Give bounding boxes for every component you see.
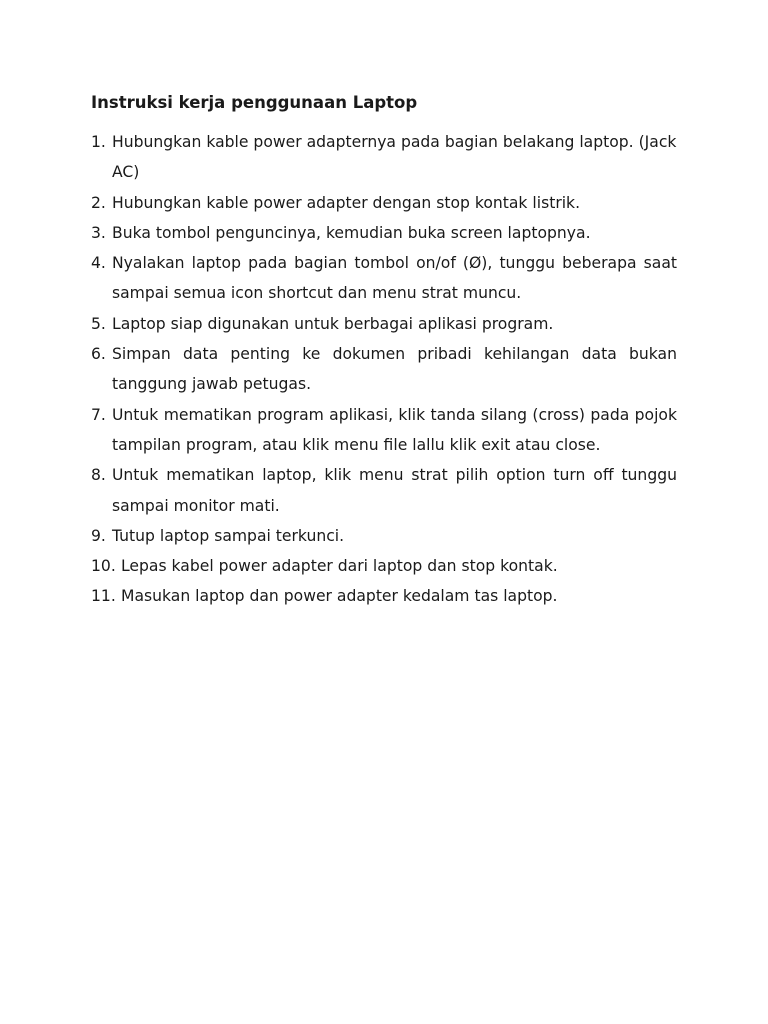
list-item-text: Lepas kabel power adapter dari laptop dan stop kontak.: [121, 557, 558, 576]
list-item-text: Untuk mematikan program aplikasi, klik tanda silang (cross) pada pojok tampilan program, atau klik menu file lallu klik exit atau close.: [112, 405, 677, 454]
list-item-number: 3.: [91, 223, 106, 242]
list-item-text: Hubungkan kable power adapternya pada bagian belakang laptop. (Jack AC): [112, 133, 677, 182]
list-item: [91, 188, 677, 218]
list-item-number: 4.: [91, 254, 106, 273]
list-item: [91, 551, 677, 581]
list-item: [91, 400, 677, 461]
list-item-number: 11.: [91, 587, 116, 606]
list-item-number: 2.: [91, 193, 106, 212]
document-title: Instruksi kerja penggunaan Laptop: [91, 93, 418, 112]
list-item-number: 1.: [91, 133, 106, 151]
list-item-number: 10.: [91, 557, 116, 576]
list-item-number: 5.: [91, 314, 106, 333]
list-item-number: 6.: [91, 345, 106, 364]
list-item-text: Buka tombol penguncinya, kemudian buka screen laptopnya.: [112, 223, 591, 242]
list-item: [91, 218, 677, 248]
list-item: [91, 127, 677, 188]
list-item: [91, 581, 677, 611]
list-item-text: Laptop siap digunakan untuk berbagai aplikasi program.: [112, 314, 554, 333]
list-item: [91, 521, 677, 551]
instruction-list: [91, 127, 677, 612]
list-item: [91, 339, 677, 400]
list-item-number: 8.: [91, 466, 106, 485]
list-item-text: Tutup laptop sampai terkunci.: [112, 526, 345, 545]
list-item-number: 7.: [91, 405, 106, 424]
list-item-text: Simpan data penting ke dokumen pribadi kehilangan data bukan tanggung jawab petugas.: [112, 345, 677, 394]
list-item: [91, 309, 677, 339]
list-item-text: Hubungkan kable power adapter dengan stop kontak listrik.: [112, 193, 581, 212]
list-item-text: Untuk mematikan laptop, klik menu strat pilih option turn off tunggu sampai monitor mati.: [112, 466, 677, 515]
list-item-text: Masukan laptop dan power adapter kedalam tas laptop.: [121, 587, 558, 606]
list-item-number: 9.: [91, 526, 106, 545]
list-item: [91, 460, 677, 521]
list-item: [91, 248, 677, 309]
list-item-text: Nyalakan laptop pada bagian tombol on/of (Ø), tunggu beberapa saat sampai semua icon shortcut dan menu strat muncu.: [112, 254, 677, 303]
